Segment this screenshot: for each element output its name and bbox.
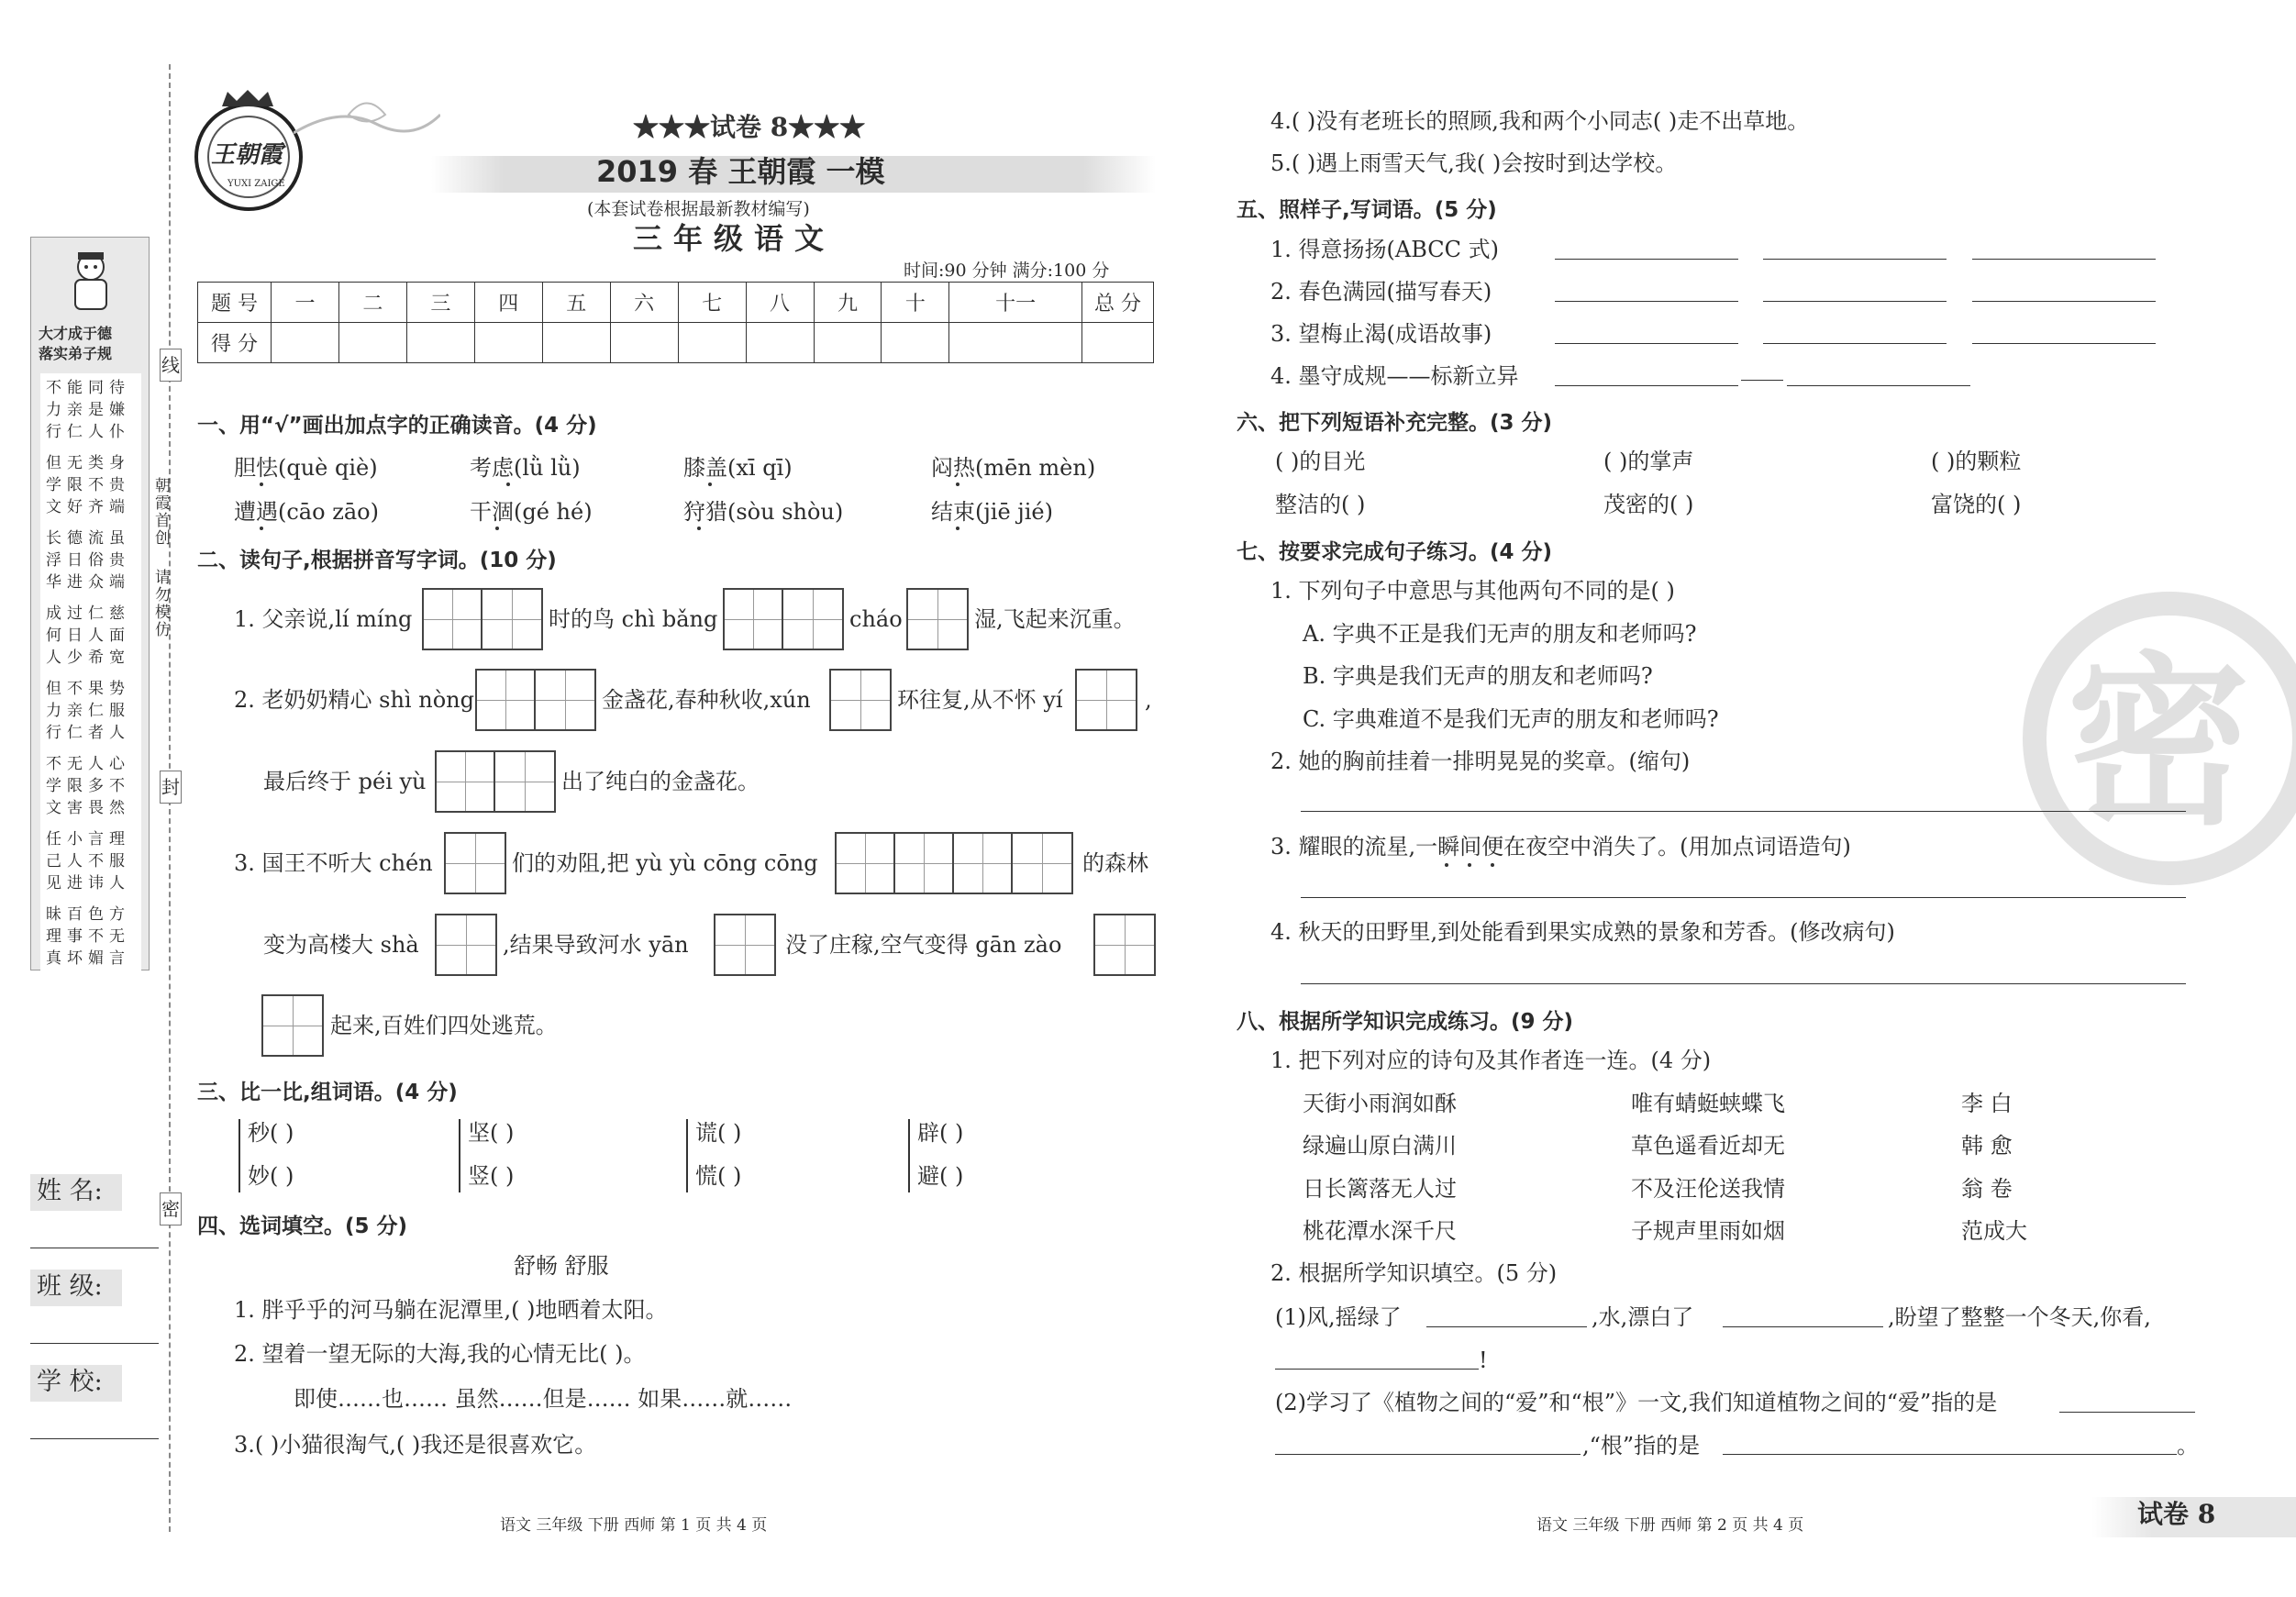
answer-line[interactable] [1763,301,1947,302]
question-text[interactable]: 1. 下列句子中意思与其他两句不同的是( ) [1270,578,1675,604]
char-box[interactable] [829,669,892,731]
phrase-item[interactable]: ( )的颗粒 [1931,449,2022,474]
poem-line: 不能同待 [46,379,130,397]
pattern-item: 2. 春色满园(描写春天) [1270,279,1492,305]
emphasis-dot [956,527,959,530]
section-3-title: 三、比一比,组词语。(4 分) [197,1081,458,1104]
score-header-cell: 四 [474,283,542,323]
score-cell[interactable] [542,323,610,363]
poem-line: 理事不无 [46,927,130,946]
emphasis-dot [697,527,701,530]
author-item[interactable]: 李 白 [1961,1091,2013,1116]
pattern-item: 4. 墨守成规——标新立异 [1270,363,1519,389]
bracket-line [908,1119,910,1192]
char-box[interactable] [1075,669,1137,731]
answer-line[interactable] [1275,1454,1581,1455]
pinyin-item[interactable]: 干涸(gé hé) [470,499,593,525]
emphasis-dot [956,482,959,486]
score-header-cell: 十 [882,283,949,323]
pinyin-item[interactable]: 考虑(lǜ lǜ) [470,455,581,481]
compare-item[interactable]: 避( ) [917,1163,964,1189]
poem-line-item[interactable]: 草色遥看近却无 [1631,1133,1785,1159]
sentence-text: 1. 父亲说,lí míng [234,606,413,632]
sentence-text: 2. 老奶奶精心 shì nòng [234,687,474,713]
answer-line[interactable] [1972,301,2156,302]
score-cell[interactable] [474,323,542,363]
sidebar-panel [30,237,150,970]
word-choices-2: 即使……也…… 虽然……但是…… 如果……就…… [294,1386,793,1412]
compare-item[interactable]: 秒( ) [248,1120,294,1146]
section-5-title: 五、照样子,写词语。(5 分) [1237,198,1497,222]
poem-line: 不无人心 [46,755,130,773]
series-label: ★★★试卷 8★★★ [633,112,866,142]
option-b[interactable]: B. 字典是我们无声的朋友和老师吗? [1303,663,1653,689]
ribbon-decoration [294,96,440,151]
pinyin-item[interactable]: 膝盖(xī qī) [683,455,793,481]
fill-question[interactable]: 5.( )遇上雨雪天气,我( )会按时到达学校。 [1270,150,1678,176]
poem-line: 任小言理 [46,830,130,848]
poem-line: 但无类身 [46,454,130,472]
class-label: 班 级: [37,1272,103,1301]
question-text: 2. 根据所学知识填空。(5 分) [1270,1260,1558,1286]
answer-line[interactable] [1787,385,1970,386]
pattern-item: 1. 得意扬扬(ABCC 式) [1270,237,1500,262]
poem-line: 力亲仁服 [46,702,130,720]
subject-title: 三年级语文 [633,221,836,256]
footer-left: 语文 三年级 下册 西师 第 1 页 共 4 页 [500,1516,768,1535]
mascot-figure [66,249,116,313]
seal-char-2: 封 [160,771,182,804]
poem-line: 己人不服 [46,852,130,871]
author-item[interactable]: 翁 卷 [1961,1176,2013,1202]
char-box[interactable] [714,914,776,976]
answer-line[interactable] [1555,301,1738,302]
emphasis-dot [495,527,499,530]
sentence-text: cháo [849,606,903,632]
poem-line: 浮日俗贵 [46,551,130,570]
sentence-text: 起来,百姓们四处逃荒。 [330,1013,558,1038]
poem-line: 华进众端 [46,573,130,592]
sentence-text: 湿,飞起来沉重。 [974,606,1136,632]
school-label: 学 校: [37,1368,103,1396]
score-header-row [198,283,1154,323]
phrase-item[interactable]: 富饶的( ) [1931,492,2022,517]
fill-question[interactable]: 2. 望着一望无际的大海,我的心情无比( )。 [234,1341,646,1367]
score-cell[interactable] [272,323,339,363]
fill-text: ! [1479,1347,1488,1373]
score-cell[interactable] [814,323,882,363]
sentence-text: ,结果导致河水 yān [503,932,689,958]
author-item[interactable]: 韩 愈 [1961,1133,2013,1159]
exam-title: 2019 春 王朝霞 一模 [596,154,885,189]
char-box[interactable] [422,588,543,650]
phrase-item[interactable]: ( )的掌声 [1603,449,1694,474]
compare-item[interactable]: 谎( ) [695,1120,742,1146]
poem-block [40,373,141,973]
answer-line[interactable] [1972,259,2156,260]
name-label: 姓 名: [37,1177,103,1205]
question-text: 1. 把下列对应的诗句及其作者连一连。(4 分) [1270,1048,1712,1073]
compare-item[interactable]: 辟( ) [917,1120,964,1146]
fill-text: (2)学习了《植物之间的“爱”和“根”》一文,我们知道植物之间的“爱”指的是 [1275,1390,1998,1415]
question-text: 2. 她的胸前挂着一排明晃晃的奖章。(缩句) [1270,749,1691,774]
fill-text: 。 [2177,1433,2199,1458]
char-box[interactable] [475,669,596,731]
score-cell[interactable] [610,323,678,363]
sentence-text: 金盏花,春种秋收,xún [602,687,811,713]
poem-line-item[interactable]: 日长篱落无人过 [1303,1176,1457,1202]
phrase-item[interactable]: 整洁的( ) [1275,492,1366,517]
emphasis-dot [1491,863,1494,867]
answer-line[interactable] [1972,343,2156,344]
answer-line[interactable] [2059,1412,2195,1413]
pinyin-item[interactable]: 闷热(mēn mèn) [931,455,1096,481]
poem-line: 文害畏然 [46,799,130,817]
answer-line[interactable] [1301,983,2186,984]
question-text: 4. 秋天的田野里,到处能看到果实成熟的景象和芳香。(修改病句) [1270,919,1895,945]
char-box[interactable] [435,914,497,976]
class-field[interactable] [30,1343,159,1344]
author-item[interactable]: 范成大 [1961,1218,2027,1244]
phrase-item[interactable]: 茂密的( ) [1603,492,1694,517]
section-7-title: 七、按要求完成句子练习。(4 分) [1237,540,1553,564]
pinyin-item[interactable]: 遭遇(cāo zāo) [234,499,379,525]
fill-question[interactable]: 1. 胖乎乎的河马躺在泥潭里,( )地晒着太阳。 [234,1297,668,1323]
score-value-row [198,323,1154,363]
sentence-text: 出了纯白的金盏花。 [561,769,760,794]
char-box[interactable] [444,832,506,894]
poem-line: 人少希宽 [46,649,130,667]
answer-line[interactable] [1763,259,1947,260]
pinyin-item[interactable]: 结束(jiē jié) [931,499,1053,525]
pinyin-item[interactable]: 狩猎(sòu shòu) [683,499,844,525]
poem-line: 但不果势 [46,680,130,698]
poem-line-item[interactable]: 唯有蜻蜓蛱蝶飞 [1631,1091,1785,1116]
answer-line[interactable] [1555,259,1738,260]
crown-icon [220,88,275,108]
sentence-text: 3. 国王不听大 chén [234,850,433,876]
poem-line: 昧百色方 [46,905,130,924]
option-a[interactable]: A. 字典不正是我们无声的朋友和老师吗? [1303,621,1697,647]
score-cell[interactable] [949,323,1082,363]
emphasis-dot [708,482,712,486]
bracket-line [238,1119,240,1192]
score-header-cell: 二 [338,283,406,323]
fill-text: (1)风,摇绿了 [1275,1304,1402,1330]
poem-line-item[interactable]: 子规声里雨如烟 [1631,1218,1785,1244]
poem-line: 长德流虽 [46,529,130,548]
vertical-note-1: 朝霞首创 [151,477,170,547]
section-6-title: 六、把下列短语补充完整。(3 分) [1237,411,1553,435]
emphasis-dot [1468,863,1471,867]
sentence-text: 变为高楼大 shà [263,932,419,958]
seal-char-1: 线 [160,349,182,382]
phrase-item[interactable]: ( )的目光 [1275,449,1366,474]
sentence-text: 最后终于 péi yù [263,769,427,794]
option-c[interactable]: C. 字典难道不是我们无声的朋友和老师吗? [1303,706,1719,732]
score-header-cell: 三 [406,283,474,323]
fill-text: ,盼望了整整一个冬天,你看, [1888,1304,2151,1330]
sentence-text: 时的鸟 chì bǎng [549,606,718,632]
fill-text: ,“根”指的是 [1582,1433,1701,1458]
poem-line: 真坏媚言 [46,949,130,968]
footer-badge: 试卷 8 [2137,1499,2216,1529]
emphasis-dot [260,527,263,530]
exam-note: (本套试卷根据最新教材编写) [587,199,810,219]
slogan-1: 大才成于德 [39,325,113,342]
question-text: 3. 耀眼的流星,一瞬间便在夜空中消失了。(用加点词语造句) [1270,834,1851,859]
char-box[interactable] [1093,914,1156,976]
answer-line[interactable] [1275,1369,1479,1370]
watermark-char: 密 [2067,637,2251,850]
emphasis-dot [1445,863,1448,867]
char-box[interactable] [835,832,1073,894]
score-header-cell: 十一 [949,283,1082,323]
sentence-text: 们的劝阻,把 yù yù cōng cōng [512,850,818,876]
sentence-text: 没了庄稼,空气变得 gān zào [785,932,1062,958]
compare-item[interactable]: 妙( ) [248,1163,294,1189]
section-1-title: 一、用“√”画出加点字的正确读音。(4 分) [197,414,597,438]
sentence-text: , [1145,687,1152,713]
score-row-label: 得 分 [198,323,272,363]
answer-line[interactable] [1763,343,1947,344]
poem-line: 成过仁慈 [46,604,130,623]
emphasis-dot [506,482,510,486]
emphasis-dot [260,482,263,486]
compare-item[interactable]: 坚( ) [468,1120,515,1146]
time-info: 时间:90 分钟 满分:100 分 [904,261,1110,281]
score-table [197,282,1154,363]
footer-right: 语文 三年级 下册 西师 第 2 页 共 4 页 [1536,1516,1804,1535]
answer-line[interactable] [1301,897,2186,898]
poem-line: 见进讳人 [46,874,130,893]
pinyin-item[interactable]: 胆怯(què qiè) [234,455,378,481]
score-cell[interactable] [746,323,814,363]
slogan-2: 落实弟子规 [39,345,113,362]
poem-line-item[interactable]: 不及汪伦送我情 [1631,1176,1785,1202]
sentence-text: 环往复,从不怀 yí [897,687,1063,713]
poem-line: 行仁人仆 [46,423,130,441]
fill-text: ,水,漂白了 [1592,1304,1694,1330]
score-header-cell: 六 [610,283,678,323]
logo-text: 王朝霞 [211,141,283,169]
bracket-line [459,1119,460,1192]
poem-line: 学限不贵 [46,476,130,494]
score-header-cell: 八 [746,283,814,323]
compare-item[interactable]: 竖( ) [468,1163,515,1189]
score-header-cell: 七 [678,283,746,323]
compare-item[interactable]: 慌( ) [695,1163,742,1189]
section-4-title: 四、选词填空。(5 分) [197,1214,408,1238]
poem-line-item[interactable]: 桃花潭水深千尺 [1303,1218,1457,1244]
score-cell[interactable] [406,323,474,363]
watermark-seal [2023,592,2296,885]
answer-line[interactable] [1723,1326,1883,1327]
answer-line[interactable] [1723,1454,2177,1455]
poem-line: 行仁者人 [46,724,130,742]
section-8-title: 八、根据所学知识完成练习。(9 分) [1237,1010,1574,1034]
score-header-cell: 五 [542,283,610,323]
poem-line: 学限多不 [46,777,130,795]
score-cell[interactable] [1082,323,1154,363]
poem-line-item[interactable]: 绿遍山原白满川 [1303,1133,1457,1159]
score-cell[interactable] [882,323,949,363]
poem-line: 文好齐端 [46,498,130,516]
fill-question[interactable]: 3.( )小猫很淘气,( )我还是很喜欢它。 [234,1432,597,1458]
char-box[interactable] [723,588,844,650]
school-field[interactable] [30,1438,159,1439]
answer-line[interactable] [1426,1326,1587,1327]
vertical-note-2: 请勿模仿 [151,569,170,638]
answer-line[interactable] [1301,811,2186,812]
score-header-cell: 题 号 [198,283,272,323]
bracket-line [686,1119,688,1192]
char-box[interactable] [261,994,324,1057]
section-2-title: 二、读句子,根据拼音写字词。(10 分) [197,549,557,572]
score-header-cell: 一 [272,283,339,323]
char-box[interactable] [906,588,969,650]
score-cell[interactable] [338,323,406,363]
answer-line[interactable] [1555,343,1738,344]
answer-line[interactable] [1555,385,1738,386]
score-cell[interactable] [678,323,746,363]
sentence-text: 的森林 [1082,850,1148,876]
poem-line-item[interactable]: 天街小雨润如酥 [1303,1091,1457,1116]
answer-line[interactable] [1741,380,1783,381]
seal-char-3: 密 [160,1192,182,1225]
score-header-cell: 总 分 [1082,283,1154,323]
poem-line: 何日人面 [46,627,130,645]
score-header-cell: 九 [814,283,882,323]
poem-line: 力亲是嫌 [46,401,130,419]
logo-badge [194,103,303,211]
logo-subtext: YUXI ZAIGE [227,179,285,189]
word-choices-1: 舒畅 舒服 [514,1253,609,1279]
pattern-item: 3. 望梅止渴(成语故事) [1270,321,1492,347]
fill-question[interactable]: 4.( )没有老班长的照顾,我和两个小同志( )走不出草地。 [1270,108,1810,134]
char-box[interactable] [435,750,556,813]
